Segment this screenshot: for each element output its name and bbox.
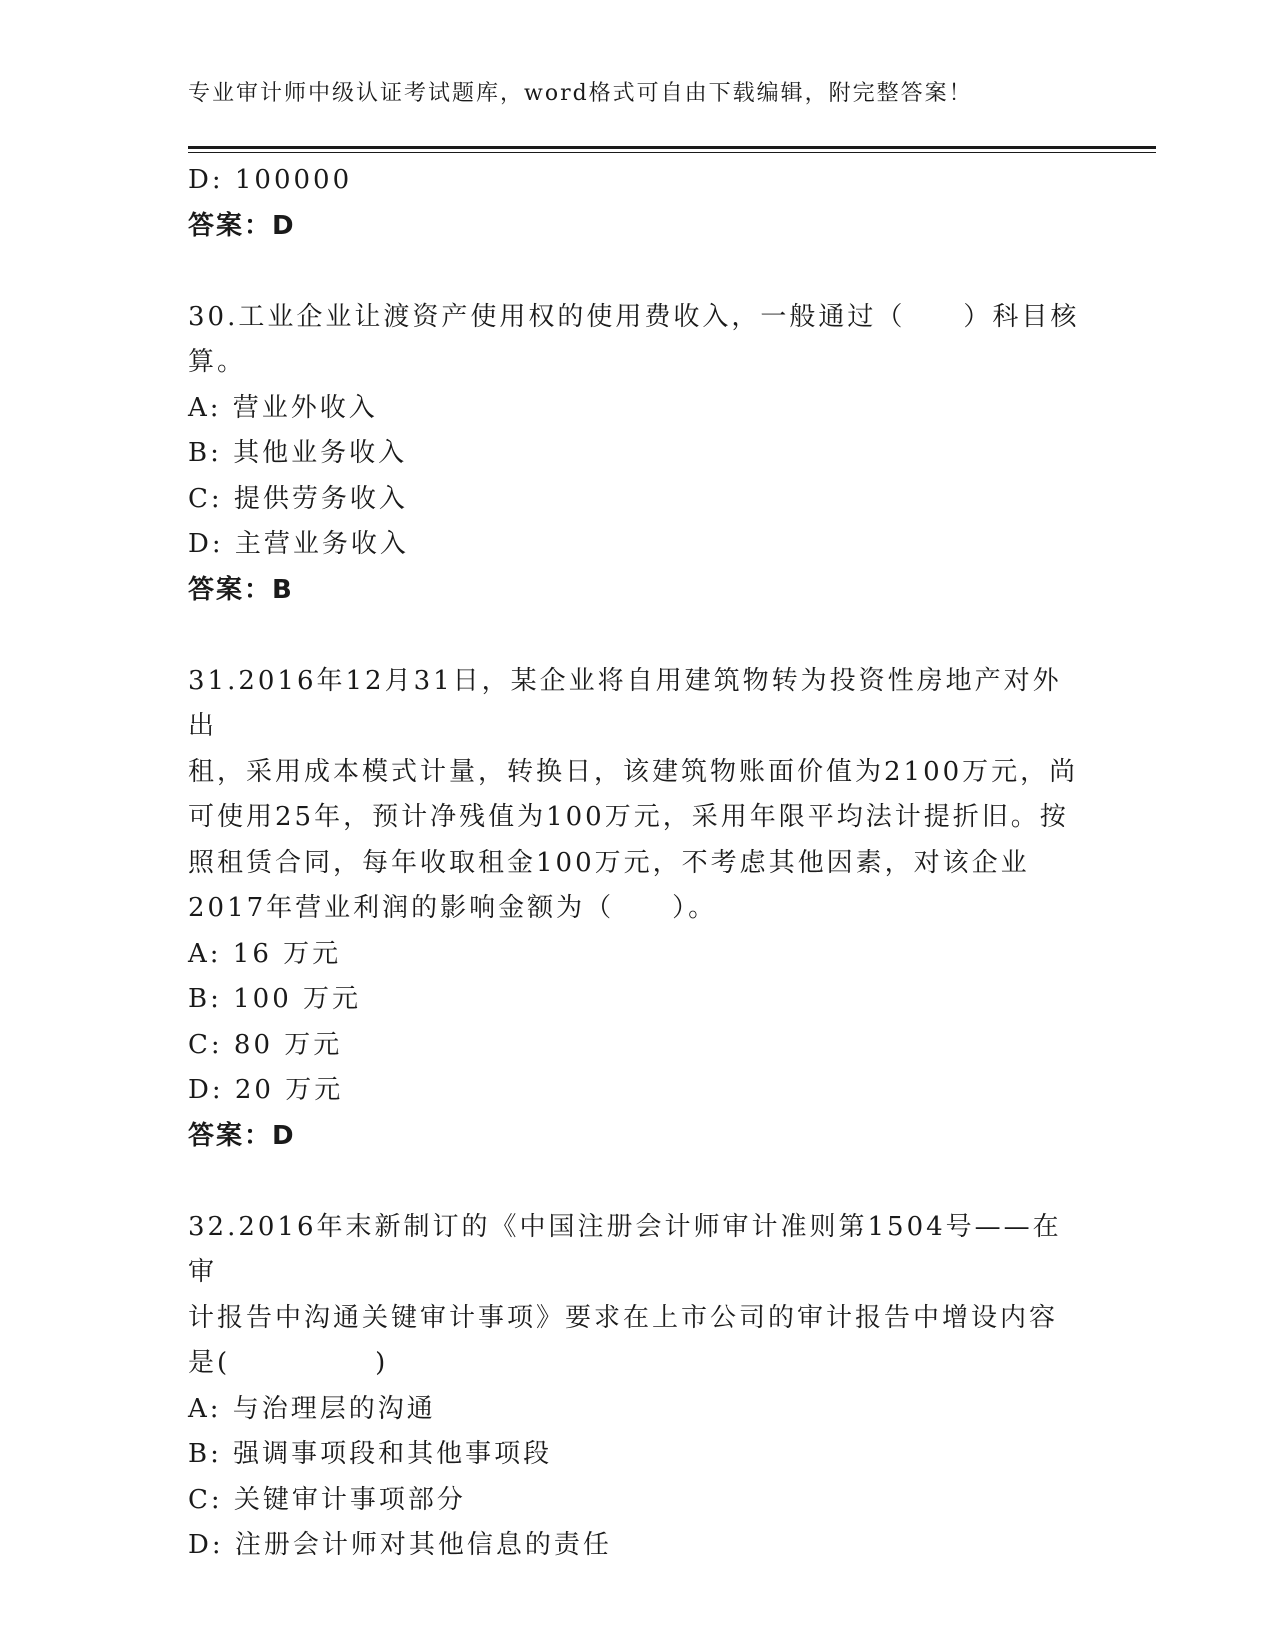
option-b: B: 其他业务收入 [188, 438, 408, 468]
question-stem-line: 租，采用成本模式计量，转换日，该建筑物账面价值为2100万元，尚 [188, 756, 1079, 787]
option-a: A: 16 万元 [188, 938, 342, 969]
question-stem-line: 2017年营业利润的影响金额为（ ）。 [188, 893, 718, 923]
option-a: A: 与治理层的沟通 [188, 1393, 436, 1424]
question-30 [188, 295, 1088, 614]
question-stem-line: 30.工业企业让渡资产使用权的使用费收入，一般通过（ ）科目核 [188, 301, 1080, 332]
option-a: A: 营业外收入 [188, 392, 378, 423]
question-stem-line: 31.2016年12月31日，某企业将自用建筑物转为投资性房地产对外出 [188, 665, 1062, 741]
option-d-prev: D: 100000 [188, 165, 353, 195]
question-stem-line: 32.2016年末新制订的《中国注册会计师审计准则第1504号——在审 [188, 1211, 1062, 1287]
document-body [188, 158, 1088, 1569]
spacer [188, 1159, 1088, 1205]
answer-prev: 答案：D [188, 210, 296, 241]
question-31 [188, 659, 1088, 1160]
header-rule-thick [188, 146, 1156, 149]
page-header: 专业审计师中级认证考试题库，word格式可自由下载编辑，附完整答案！ [188, 81, 973, 106]
header-rule-thin [188, 152, 1156, 153]
question-stem-line: 计报告中沟通关键审计事项》要求在上市公司的审计报告中增设内容 [188, 1302, 1059, 1333]
spacer [188, 613, 1088, 659]
question-32 [188, 1205, 1088, 1569]
option-c: C: 关键审计事项部分 [188, 1484, 466, 1515]
option-b: B: 100 万元 [188, 984, 362, 1014]
option-b: B: 强调事项段和其他事项段 [188, 1439, 553, 1469]
question-stem-line: 算。 [188, 347, 247, 377]
option-d: D: 主营业务收入 [188, 529, 409, 559]
question-stem-line: 是( ) [188, 1348, 389, 1378]
answer: 答案：B [188, 574, 294, 605]
option-d: D: 20 万元 [188, 1075, 344, 1105]
option-c: C: 提供劳务收入 [188, 483, 408, 514]
option-c: C: 80 万元 [188, 1029, 343, 1060]
option-d: D: 注册会计师对其他信息的责任 [188, 1530, 612, 1560]
answer: 答案：D [188, 1120, 296, 1151]
question-stem-line: 照租赁合同，每年收取租金100万元，不考虑其他因素，对该企业 [188, 847, 1030, 878]
spacer [188, 249, 1088, 295]
question-stem-line: 可使用25年，预计净残值为100万元，采用年限平均法计提折旧。按 [188, 802, 1069, 832]
